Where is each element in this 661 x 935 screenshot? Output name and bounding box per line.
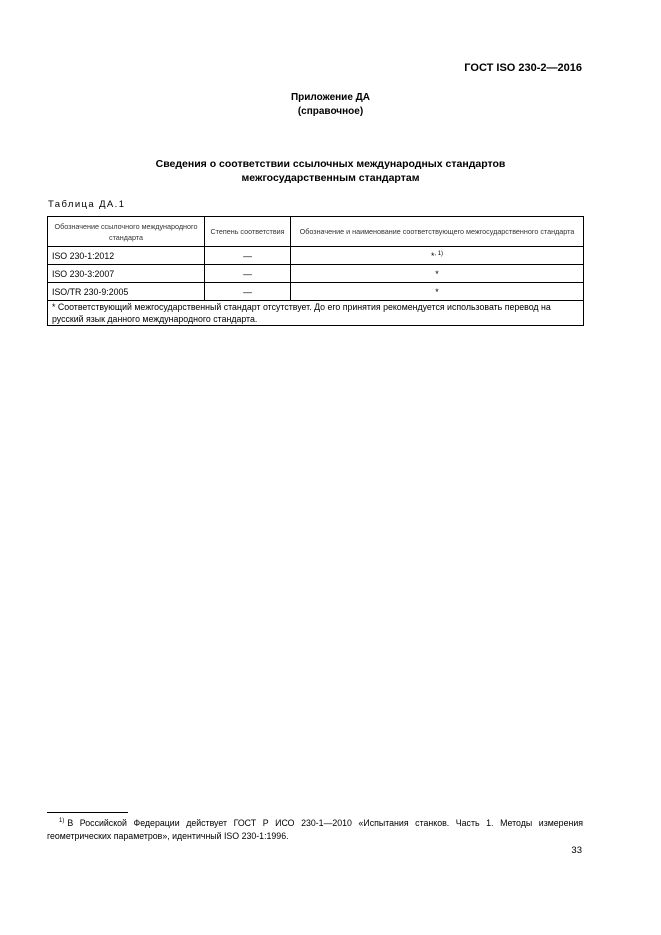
cell-degree: — <box>205 247 291 265</box>
reference-table <box>47 216 584 326</box>
table-row <box>48 265 584 283</box>
main-title-line-2: межгосударственным стандартам <box>241 172 420 184</box>
cell-degree: — <box>205 283 291 301</box>
document-code: ГОСТ ISO 230-2—2016 <box>464 62 582 74</box>
header-ref-standard: Обозначение ссылочного международного стандарта <box>48 217 205 247</box>
cell-ref: ISO 230-1:2012 <box>48 247 205 265</box>
header-degree: Степень соответствия <box>205 217 291 247</box>
table-note-row <box>48 301 584 326</box>
footnote-text: В Российской Федерации действует ГОСТ Р ИСО 230-1—2010 «Испытания станков. Часть 1. Методы измерения геометрических параметров», идентичный ISO 230-1:1996. <box>47 817 583 841</box>
table-note: * Соответствующий межгосударственный стандарт отсутствует. До его принятия рекомендуется использовать перевод на русский язык данного международного стандарта. <box>48 301 584 326</box>
cell-name-mark: * <box>430 250 435 261</box>
cell-ref: ISO 230-3:2007 <box>48 265 205 283</box>
cell-ref: ISO/TR 230-9:2005 <box>48 283 205 301</box>
table-caption: Таблица ДА.1 <box>48 199 126 210</box>
table-header-row <box>48 217 584 247</box>
cell-name: * <box>291 283 584 301</box>
annex-subtitle: (справочное) <box>297 106 364 117</box>
cell-degree: — <box>205 265 291 283</box>
header-interstate-standard: Обозначение и наименование соответствующего межгосударственного стандарта <box>291 217 584 247</box>
page-number: 33 <box>571 845 582 856</box>
table-row <box>48 283 584 301</box>
footnote <box>47 815 583 843</box>
footnote-mark: 1) <box>59 818 65 824</box>
annex-title: Приложение ДА <box>290 92 371 103</box>
footnote-ref: , 1) <box>434 250 444 257</box>
main-title-line-1: Сведения о соответствии ссылочных международных стандартов <box>155 158 506 170</box>
cell-name: * <box>291 265 584 283</box>
cell-name <box>291 247 584 265</box>
table-row <box>48 247 584 265</box>
footnote-divider <box>47 812 128 813</box>
main-title <box>0 157 661 185</box>
